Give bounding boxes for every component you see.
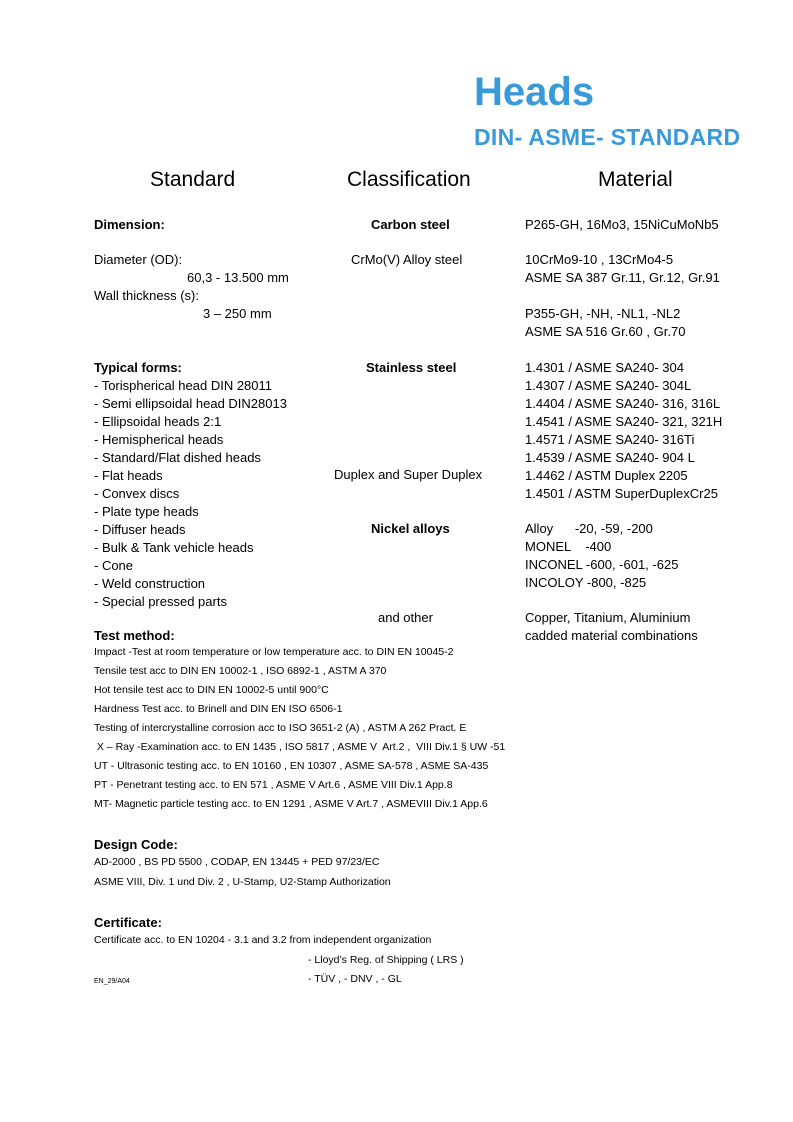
list-item: - Diffuser heads <box>94 522 186 537</box>
list-item: Testing of intercrystalline corrosion acc to ISO 3651-2 (A) , ASTM A 262 Pract. E <box>94 722 467 734</box>
list-item: - Cone <box>94 558 134 573</box>
column-heading-classification: Classification <box>347 168 471 191</box>
list-item: 1.4541 / ASME SA240- 321, 321H <box>525 414 723 429</box>
certificate-line2: - Lloyd’s Reg. of Shipping ( LRS ) <box>308 954 464 966</box>
material-nickel-list <box>525 520 678 592</box>
list-item: - Torispherical head DIN 28011 <box>94 378 273 393</box>
diameter-label: Diameter (OD): <box>94 252 183 267</box>
wall-thickness-label: Wall thickness (s): <box>94 288 199 303</box>
list-item: - Special pressed parts <box>94 594 227 609</box>
list-item: Hot tensile test acc to DIN EN 10002-5 until 900°C <box>94 684 329 696</box>
list-item: Tensile test acc to DIN EN 10002-1 , ISO 6892-1 , ASTM A 370 <box>94 665 387 677</box>
list-item: - Flat heads <box>94 468 163 483</box>
column-heading-material: Material <box>598 168 673 191</box>
classification-other: and other <box>378 610 433 625</box>
list-item: - Plate type heads <box>94 504 199 519</box>
list-item: 1.4539 / ASME SA240- 904 L <box>525 450 695 465</box>
typical-forms-heading: Typical forms: <box>94 360 182 375</box>
test-method-heading: Test method: <box>94 628 175 643</box>
typical-forms-list <box>94 377 287 611</box>
list-item: - Convex discs <box>94 486 180 501</box>
page-title: Heads <box>474 70 595 114</box>
list-item: - Ellipsoidal heads 2:1 <box>94 414 222 429</box>
list-item: INCOLOY -800, -825 <box>525 575 647 590</box>
list-item: 1.4501 / ASTM SuperDuplexCr25 <box>525 486 718 501</box>
list-item: - Bulk & Tank vehicle heads <box>94 540 254 555</box>
page-subtitle: DIN- ASME- STANDARD <box>474 124 741 150</box>
wall-thickness-value: 3 – 250 mm <box>203 306 272 321</box>
list-item: Impact -Test at room temperature or low temperature acc. to DIN EN 10045-2 <box>94 646 454 658</box>
list-item: Hardness Test acc. to Brinell and DIN EN ISO 6506-1 <box>94 703 343 715</box>
design-code-line2: ASME VIII, Div. 1 und Div. 2 , U-Stamp, U2-Stamp Authorization <box>94 876 391 888</box>
list-item: Alloy -20, -59, -200 <box>525 521 653 536</box>
list-item: - Semi ellipsoidal head DIN28013 <box>94 396 287 411</box>
certificate-heading: Certificate: <box>94 915 162 930</box>
list-item: 1.4462 / ASTM Duplex 2205 <box>525 468 688 483</box>
list-item: MT- Magnetic particle testing acc. to EN 1291 , ASME V Art.7 , ASMEVIII Div.1 App.6 <box>94 798 488 810</box>
material-crmo-line2: ASME SA 387 Gr.11, Gr.12, Gr.91 <box>525 270 720 285</box>
material-other-line1: Copper, Titanium, Aluminium <box>525 610 691 625</box>
list-item: INCONEL -600, -601, -625 <box>525 557 679 572</box>
list-item: 1.4404 / ASME SA240- 316, 316L <box>525 396 721 411</box>
list-item: X – Ray -Examination acc. to EN 1435 , ISO 5817 , ASME V Art.2 , VIII Div.1 § UW -51 <box>94 741 506 753</box>
material-p355-line1: P355-GH, -NH, -NL1, -NL2 <box>525 306 681 321</box>
certificate-line1: Certificate acc. to EN 10204 - 3.1 and 3.2 from independent organization <box>94 934 432 946</box>
design-code-heading: Design Code: <box>94 837 178 852</box>
classification-duplex: Duplex and Super Duplex <box>334 467 483 482</box>
list-item: - Weld construction <box>94 576 206 591</box>
material-p355-line2: ASME SA 516 Gr.60 , Gr.70 <box>525 324 686 339</box>
list-item: 1.4571 / ASME SA240- 316Ti <box>525 432 695 447</box>
classification-crmo-alloy: CrMo(V) Alloy steel <box>351 252 463 267</box>
material-crmo-line1: 10CrMo9-10 , 13CrMo4-5 <box>525 252 674 267</box>
list-item: PT - Penetrant testing acc. to EN 571 , ASME V Art.6 , ASME VIII Div.1 App.8 <box>94 779 453 791</box>
list-item: - Hemispherical heads <box>94 432 224 447</box>
test-method-list <box>94 643 505 814</box>
dimension-heading: Dimension: <box>94 217 165 232</box>
list-item: - Standard/Flat dished heads <box>94 450 261 465</box>
classification-nickel-alloys: Nickel alloys <box>371 521 450 536</box>
material-other-line2: cadded material combinations <box>525 628 698 643</box>
classification-stainless-steel: Stainless steel <box>366 360 457 375</box>
material-carbon: P265-GH, 16Mo3, 15NiCuMoNb5 <box>525 217 719 232</box>
column-heading-standard: Standard <box>150 168 236 191</box>
list-item: 1.4307 / ASME SA240- 304L <box>525 378 692 393</box>
material-stainless-list <box>525 359 722 503</box>
document-code: EN_29/A04 <box>94 978 130 985</box>
certificate-line3: - TÜV , - DNV , - GL <box>308 973 402 985</box>
diameter-value: 60,3 - 13.500 mm <box>187 270 289 285</box>
classification-carbon-steel: Carbon steel <box>371 217 450 232</box>
list-item: MONEL -400 <box>525 539 612 554</box>
list-item: 1.4301 / ASME SA240- 304 <box>525 360 684 375</box>
design-code-line1: AD-2000 , BS PD 5500 , CODAP, EN 13445 + PED 97/23/EC <box>94 856 380 868</box>
list-item: UT - Ultrasonic testing acc. to EN 10160 , EN 10307 , ASME SA-578 , ASME SA-435 <box>94 760 489 772</box>
